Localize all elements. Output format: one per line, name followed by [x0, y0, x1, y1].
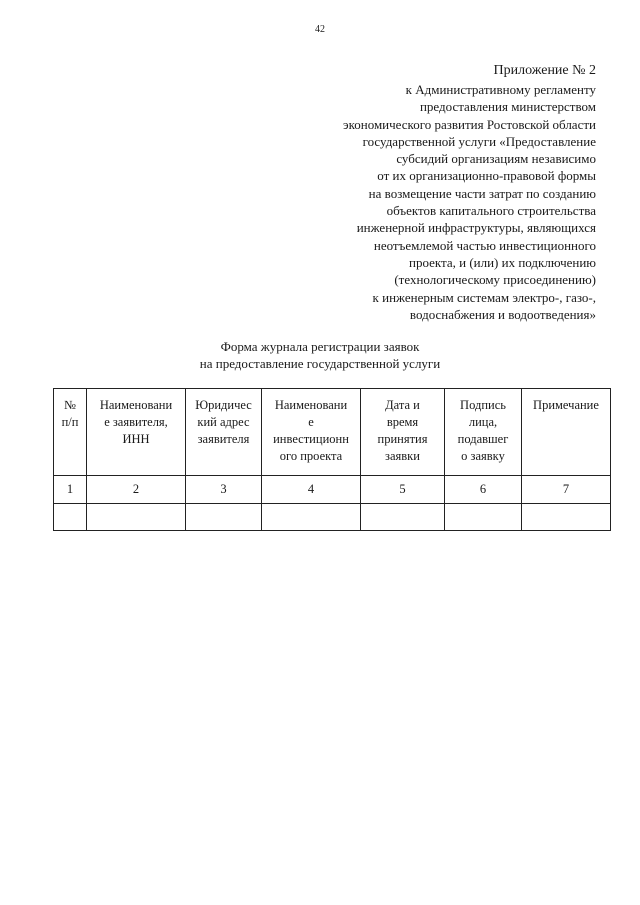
- header-cell-applicant-name: [87, 389, 186, 476]
- appendix-line: к инженерным системам электро-, газо-,: [372, 289, 596, 305]
- table-header-row: [54, 389, 611, 476]
- header-text: принятия: [377, 432, 428, 446]
- header-cell-number: [54, 389, 87, 476]
- header-text: Наименовани: [99, 398, 173, 412]
- column-number-cell: 3: [186, 476, 262, 504]
- form-title: [0, 339, 640, 372]
- registration-journal-table: [53, 388, 611, 531]
- empty-cell: [522, 504, 611, 531]
- header-text: заявителя: [197, 432, 250, 446]
- header-text: е заявителя,: [104, 415, 168, 429]
- table-row-column-numbers: [54, 476, 611, 504]
- appendix-line: предоставления министерством: [419, 99, 596, 115]
- column-number-cell: 7: [522, 476, 611, 504]
- table-row-empty: [54, 504, 611, 531]
- header-text: кий адрес: [197, 415, 250, 429]
- appendix-line: от их организационно-правовой формы: [377, 168, 596, 184]
- appendix-line: субсидий организациям независимо: [396, 151, 596, 167]
- header-text: п/п: [61, 415, 79, 429]
- form-title-line-1: Форма журнала регистрации заявок: [220, 339, 420, 354]
- header-cell-date-time: [361, 389, 445, 476]
- header-text: №: [64, 398, 76, 412]
- appendix-line: водоснабжения и водоотведения»: [409, 306, 596, 322]
- header-text: инвестиционн: [273, 432, 349, 446]
- column-number-cell: 1: [54, 476, 87, 504]
- empty-cell: [445, 504, 522, 531]
- header-text: Дата и: [385, 398, 420, 412]
- header-cell-project-name: [262, 389, 361, 476]
- header-text: время: [386, 415, 419, 429]
- column-number-cell: 6: [445, 476, 522, 504]
- appendix-line: к Административному регламенту: [405, 82, 596, 97]
- appendix-line: проекта, и (или) их подключению: [408, 254, 596, 270]
- appendix-block: [256, 62, 596, 323]
- header-text: Подпись: [460, 398, 506, 412]
- appendix-heading: Приложение № 2: [493, 63, 596, 78]
- header-cell-note: [522, 389, 611, 476]
- empty-cell: [361, 504, 445, 531]
- appendix-line: неотъемлемой частью инвестиционного: [373, 237, 596, 253]
- header-text: заявки: [385, 449, 420, 463]
- empty-cell: [54, 504, 87, 531]
- header-text: подавшег: [457, 432, 509, 446]
- appendix-line: на возмещение части затрат по созданию: [368, 185, 596, 201]
- header-text: ого проекта: [279, 449, 343, 463]
- header-cell-signature: [445, 389, 522, 476]
- header-text: о заявку: [461, 449, 505, 463]
- empty-cell: [87, 504, 186, 531]
- page-number: 42: [315, 24, 325, 35]
- column-number-cell: 2: [87, 476, 186, 504]
- appendix-line: государственной услуги «Предоставление: [362, 133, 596, 149]
- header-text: Наименовани: [274, 398, 348, 412]
- header-text: лица,: [468, 415, 498, 429]
- appendix-line: (технологическому присоединению): [394, 272, 596, 288]
- header-cell-legal-address: [186, 389, 262, 476]
- appendix-line: объектов капитального строительства: [386, 203, 596, 219]
- header-text: Юридичес: [195, 398, 252, 412]
- appendix-line: инженерной инфраструктуры, являющихся: [356, 220, 596, 236]
- appendix-line: экономического развития Ростовской области: [343, 116, 596, 132]
- header-text: ИНН: [122, 432, 150, 446]
- header-text: е: [308, 415, 314, 429]
- column-number-cell: 4: [262, 476, 361, 504]
- form-title-line-2: на предоставление государственной услуги: [199, 355, 441, 371]
- column-number-cell: 5: [361, 476, 445, 504]
- empty-cell: [186, 504, 262, 531]
- empty-cell: [262, 504, 361, 531]
- header-text: Примечание: [533, 398, 599, 412]
